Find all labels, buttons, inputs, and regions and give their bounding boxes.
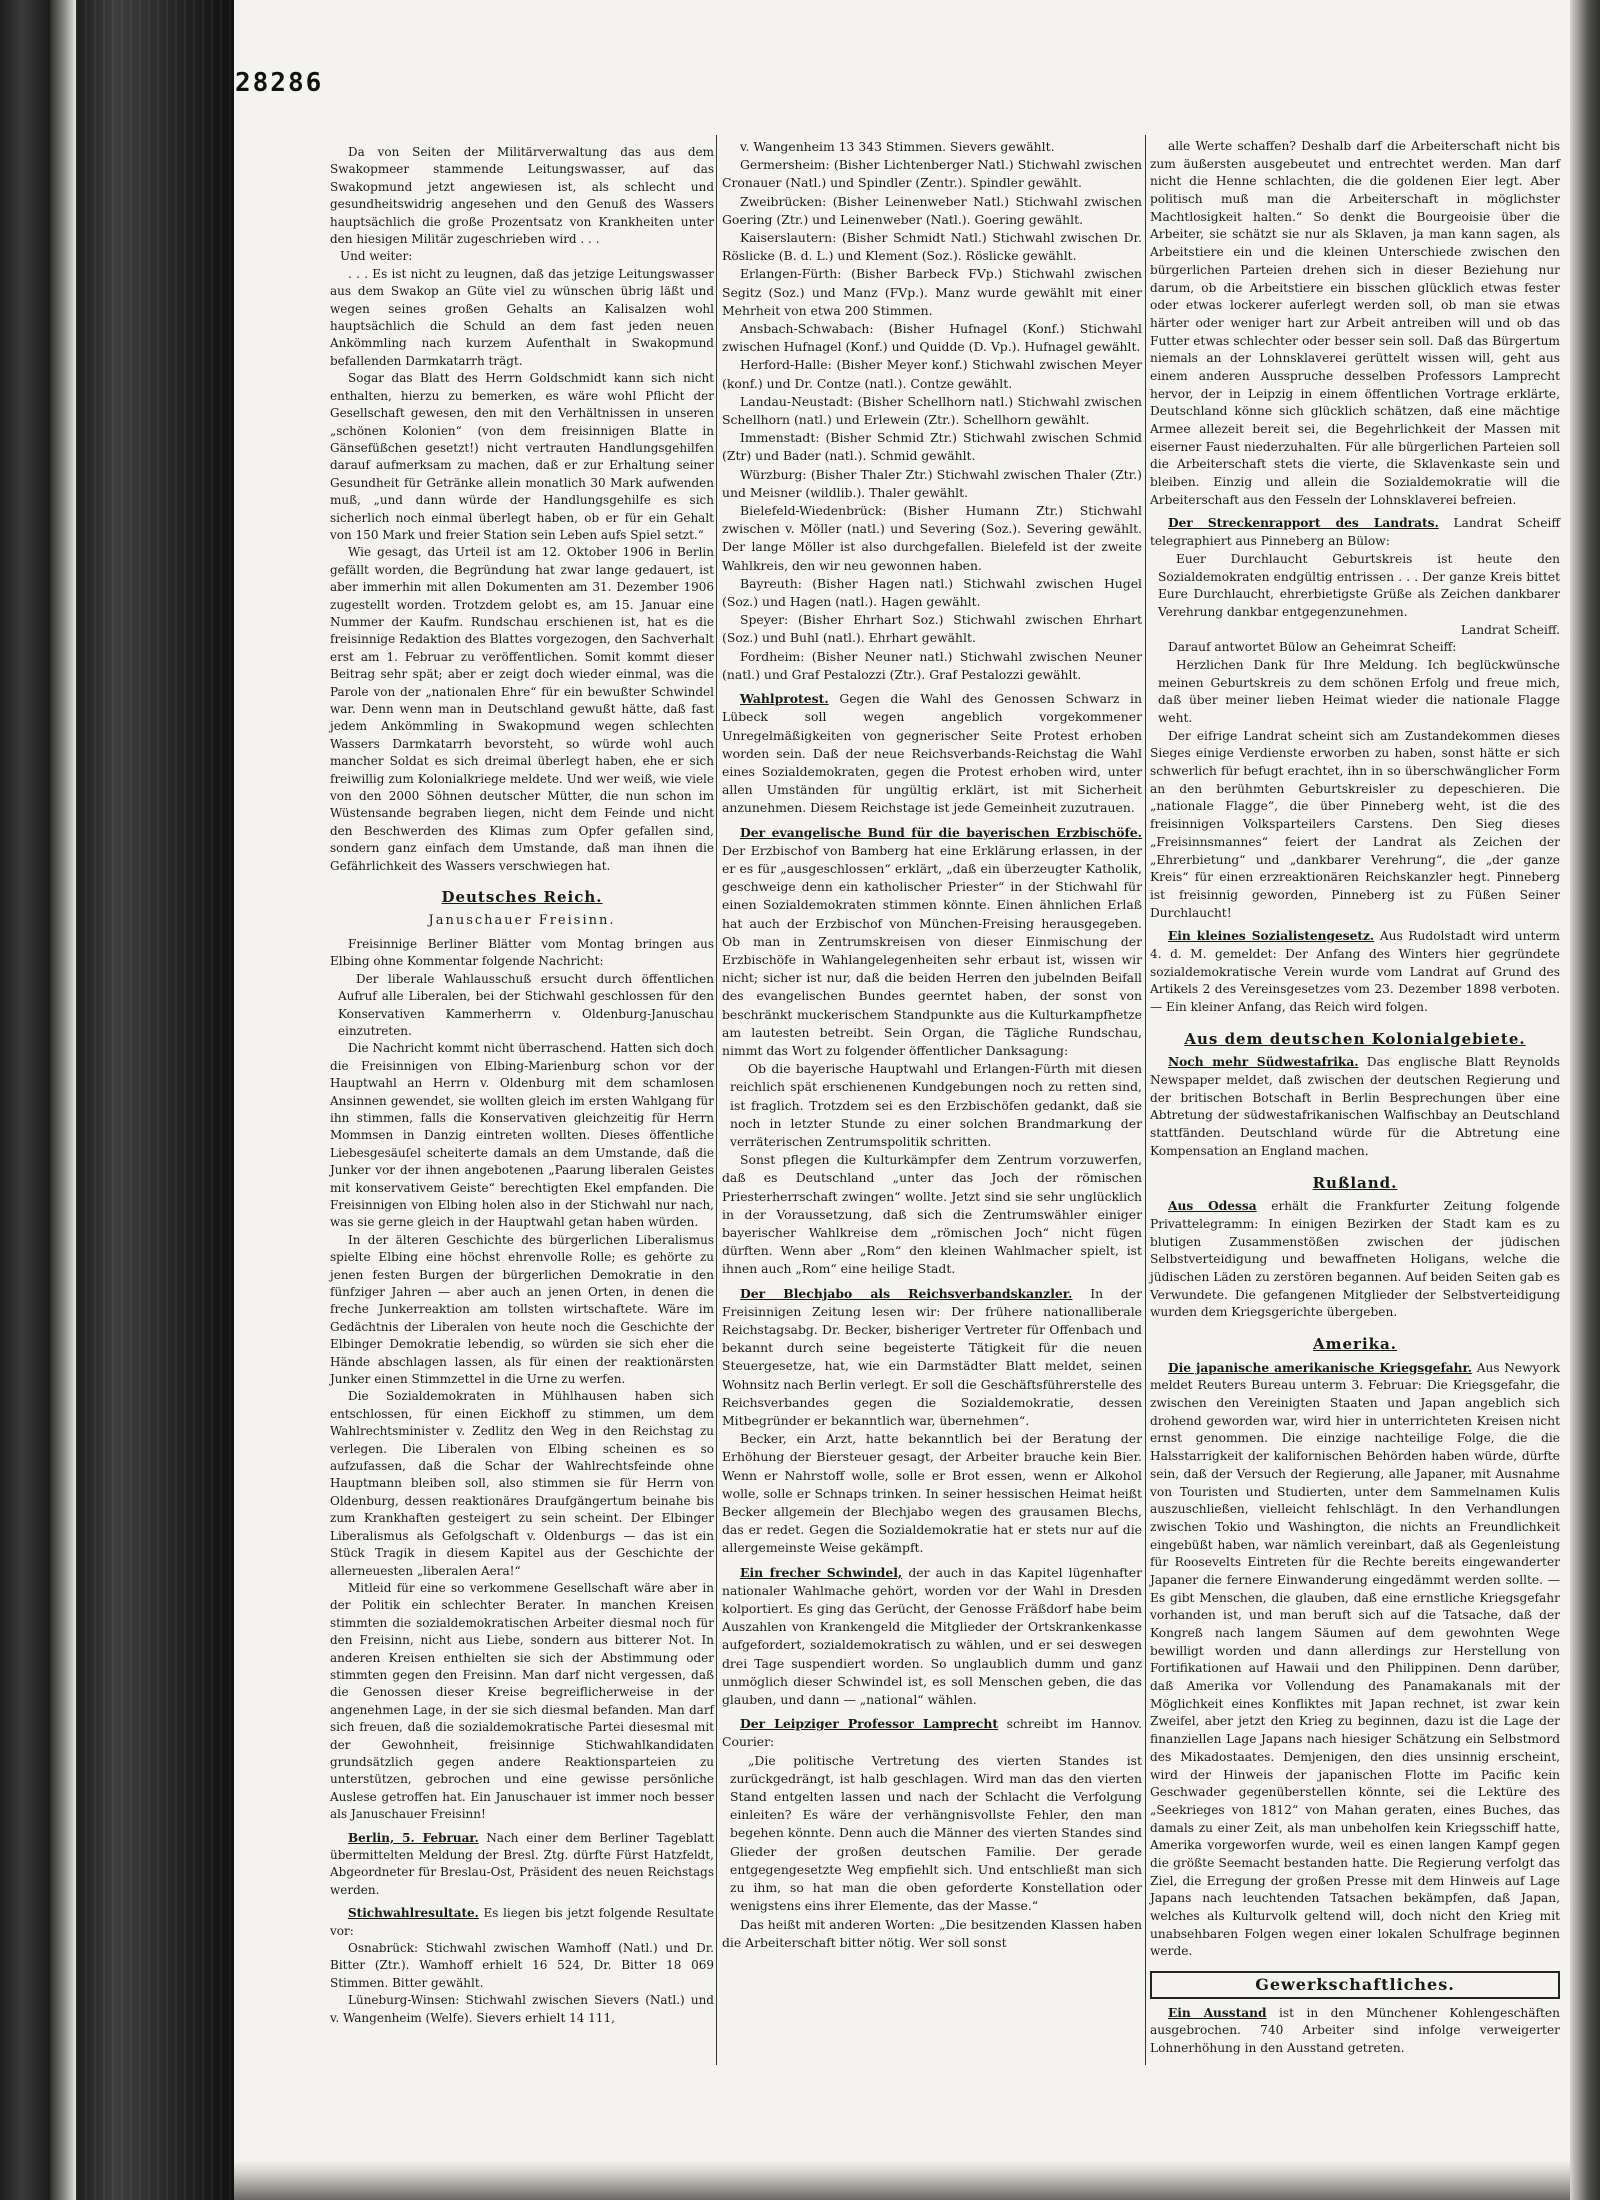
column-3 <box>1150 138 1560 2058</box>
news-item-head: Noch mehr Südwestafrika. <box>1168 1055 1359 1070</box>
news-item <box>1150 1198 1560 1322</box>
news-item-head: Die japanische amerikanische Kriegsgefahr. <box>1168 1360 1473 1375</box>
news-item-text: Aus Rudolstadt wird unterm 4. d. M. gemeldet: Der Anfang des Winters hier gegründete sozialdemokratische Verein wurde vom Landrat auf Grund des Artikels 2 des Vereinsgesetzes vom 23. Dezember 1898 verboten. — Ein kleiner Anfang, das Reich wird folgen. <box>1150 929 1560 1014</box>
page-edge-shadow <box>50 0 76 2200</box>
news-item <box>1150 515 1560 550</box>
election-result: Ansbach-Schwabach: (Bisher Hufnagel (Konf.) Stichwahl zwischen Hufnagel (Konf.) und Quidde (D. Vp.). Hufnagel gewählt. <box>722 321 1142 355</box>
right-scan-edge <box>1570 0 1600 2200</box>
article-paragraph: Die Nachricht kommt nicht überraschend. Hatten sich doch die Freisinnigen von Elbing-Marienburg schon vor der Hauptwahl an Herrn v. Oldenburg mit dem schamlosen Ansinnen gewendet, sie wollten gleich im ersten Wahlgang für ihn stimmen, falls die Konservativen gleichzeitig für Herrn Mommsen in Danzig eintreten wollten. Dieses öffentliche Liebesgesäuſel scheiterte damals an dem Umstande, daß die Junker vor der ihnen angebotenen „Paarung liberalen Geistes mit konservativem Geiste“ berechtigten Ekel empfanden. Die Freisinnigen von Elbing holen also in der Stichwahl nur nach, was sie gerne gleich in der Hauptwahl getan haben würden. <box>330 1041 714 1230</box>
article-paragraph: Mitleid für eine so verkommene Gesellschaft wäre aber in der Politik ein schlechter Berater. In manchen Kreisen stimmten die sozialdemokratischen Arbeiter diesmal noch für den Freisinn, nicht aus Liebe, sondern aus bitterer Not. In anderen Kreisen enthielten sie sich der Abstimmung oder stimmten gegen den Freisinn. Man darf nicht vergessen, daß die Genossen dieser Kreise begreiflicherweise in der angenehmen Lage, in der sie sich diesmal befanden. Man darf sich freuen, daß die sozialdemokratische Partei diesesmal mit der Gewohnheit, freisinnige Stichwahlkandidaten grundsätzlich gegen andere Reaktionsparteien zu unterstützen, gebrochen und eine gewisse persönliche Auslese getroffen hat. Ein Januschauer ist immer noch besser als Januschauer Freisinn! <box>330 1580 714 1822</box>
news-item-head: Der Leipziger Professor Lamprecht <box>740 1716 999 1732</box>
news-item <box>722 824 1142 1061</box>
election-result: Germersheim: (Bisher Lichtenberger Natl.) Stichwahl zwischen Cronauer (Natl.) und Spindler (Zentr.). Spindler gewählt. <box>722 157 1142 191</box>
news-item-text: Aus Newyork meldet Reuters Bureau unterm 3. Februar: Die Kriegsgefahr, die zwischen den Vereinigten Staaten und Japan angeblich sich drohend geworden war, wird hier in unterrichteten Kreisen nicht ernst genommen. Die einzige nachteilige Folge, die die Halsstarrigkeit der kalifornischen Behörden haben würde, dürfte sein, daß der Versuch der Regierung, alle Japaner, mit Ausnahme von Touristen und Studierten, unter dem Sammelnamen Kulis auszuschließen, vielleicht fehlschlägt. In den Verhandlungen zwischen Tokio und Washington, die nichts an Freundlichkeit eingebüßt haben, war nämlich vereinbart, daß als Gegenleistung für Roosevelts Eintreten für die Rechte bereits eingewanderter Japaner die fernere Einwanderung eingedämmt werden sollte. — Es gibt Menschen, die glauben, daß eine ernstliche Kriegsgefahr vorhanden ist, und man beruft sich auf die Tatsache, daß der Kongreß nach langem Säumen auf dem gewohnten Wege bewilligt worden und dann allerdings zur Herstellung von Fortifikationen auf Hawaii und den Philippinen. Denn darüber, daß Amerika vor Vollendung des Panamakanals mit der Möglichkeit eines Konfliktes mit Japan rechnet, ist zwar kein Zweifel, aber jetzt den Krieg zu beginnen, dazu ist die Lage der finanziellen Lage Japans nach hiesiger Schätzung ein Selbstmord des Mikadostaates. Demjenigen, den dies unsinnig erscheint, wird der Hinweis der japanischen Flotte im Pacific kein Geschwader gegenüberstellen könnte, sei die Lektüre des „Seekrieges von 1812“ von Mahan geraten, eines Buches, das damals zu einer Zeit, als man unbeholfen kein Kriegsschiff hatte, Amerika vorgeworfen wurde, weil es einen langen Kampf gegen die größte Seemacht bestanden hatte. Die Regierung verfolgt das Ziel, die Erregung der großen Presse mit dem Hinweis auf Lage Japans nach leuchtenden Tatsachen bekämpfen, daß Japan, welches als Kulturvolk geltend will, doch nicht den Krieg mit unabsehbaren Folgen wegen einer lokalen Schulfrage beginnen werde. <box>1150 1360 1560 1959</box>
news-item-text: In der Freisinnigen Zeitung lesen wir: Der frühere nationalliberale Reichstagsabg. Dr. Becker, bisheriger Vertreter für Offenbach und bekannt durch seine begeisterte Tätigkeit für die neuen Steuergesetze, hat, wie ein Darmstädter Blatt meldet, seinen Wohnsitz nach Berlin verlegt. Er soll die Geschäftsführerstelle des Reichsverbandes gegen die Sozialdemokratie, dessen Mitbegründer er bekanntlich war, übernehmen“. <box>722 1285 1142 1429</box>
election-result: Bayreuth: (Bisher Hagen natl.) Stichwahl zwischen Hugel (Soz.) und Hagen (natl.). Hagen gewählt. <box>722 575 1142 610</box>
election-result: Lüneburg-Winsen: Stichwahl zwischen Sievers (Natl.) und v. Wangenheim (Welfe). Sievers erhielt 14 111, <box>330 1993 714 2025</box>
news-item-text: Es liegen bis jetzt folgende Resultate vor: <box>330 1906 714 1938</box>
news-item-head: Ein kleines Sozialistengesetz. <box>1168 929 1375 944</box>
article-paragraph: Das heißt mit anderen Worten: „Die besitzenden Klassen haben die Arbeiterschaft bitter nötig. Wer soll sonst <box>722 1916 1142 1950</box>
news-item <box>722 1564 1142 1710</box>
news-item-head: Der Streckenrapport des Landrats. <box>1168 516 1439 531</box>
book-binding <box>0 0 50 2200</box>
news-item <box>722 1715 1142 1751</box>
news-item <box>722 1285 1142 1431</box>
news-item-text: der auch in das Kapitel lügenhafter nationaler Wahlmache gehört, worden vor der Wahl in Dresden kolportiert. Es ging das Gerücht, der Genosse Fräßdorf habe beim Auszahlen von Krankengeld die Mitglieder der Ortskrankenkasse aufgefordert, sozialdemokratisch zu wählen, und er sei deswegen drei Tage suspendiert worden. So unglaublich dumm und ganz unmöglich dieser Schwindel ist, es soll Menschen geben, die das glauben, und dann — „national“ wählen. <box>722 1564 1142 1708</box>
news-item-head: Berlin, 5. Februar. <box>348 1830 479 1845</box>
news-item-text: Landrat Scheiff telegraphiert aus Pinneberg an Bülow: <box>1150 516 1561 549</box>
election-result: Erlangen-Fürth: (Bisher Barbeck FVp.) Stichwahl zwischen Segitz (Soz.) und Manz (FVp.). Manz wurde gewählt mit einer Mehrheit von etwa 200 Stimmen. <box>722 266 1142 318</box>
election-result: Osnabrück: Stichwahl zwischen Wamhoff (Natl.) und Dr. Bitter (Ztr.). Wamhoff erhielt 16 524, Dr. Bitter 18 069 Stimmen. Bitter gewählt. <box>330 1941 714 1990</box>
news-item <box>722 690 1142 817</box>
election-result: Kaiserslautern: (Bisher Schmidt Natl.) Stichwahl zwischen Dr. Röslicke (B. d. L.) und Klement (Soz.). Röslicke gewählt. <box>722 230 1142 264</box>
election-result: Bielefeld-Wiedenbrück: (Bisher Humann Ztr.) Stichwahl zwischen v. Möller (natl.) und Severing (Soz.). Severing gewählt. Der lange Möller ist also durchgefallen. Bielefeld ist der zweite Wahlkreis, den wir neu gewonnen haben. <box>722 503 1142 573</box>
news-item-text: ist in den Münchener Kohlengeschäften ausgebrochen. 740 Arbeiter sind infolge verweigerter Lohnerhöhung in den Ausstand getreten. <box>1150 2005 1560 2056</box>
article-paragraph: alle Werte schaffen? Deshalb darf die Arbeiterschaft nicht bis zum äußersten ausgebeutet und entrechtet werden. Man darf nicht die Henne schlachten, die die goldenen Eier legt. Aber politisch muß man die Arbeiterschaft in möglichster Machtlosigkeit halten.“ So denkt die Bourgeoisie über die Arbeiter, sie schätzt sie nur als Sklaven, ja man kann sagen, als Arbeitstiere ein und die kleinen Unterschiede zwischen den bürgerlichen Parteien drehen sich in dieser Beziehung nur darum, ob die Arbeitstiere ein bisschen glücklich etwas fester oder etwas lockerer auferlegt werden soll, ob man sie etwas härter oder weniger hart zur Arbeit antreiben will und ob das Futter etwas schlechter oder besser sein soll. Daß das Bürgertum niemals an der Lohnsklaverei gerüttelt wissen will, geht aus einem anderen Ausspruche desselben Professors Lamprecht hervor, der in Leipzig in einem öffentlichen Vortrage erklärte, Deutschland könne sich glücklich schätzen, daß eine mächtige Armee allezeit bereit sei, die Begehrlichkeit der Massen mit eiserner Faust niederzuhalten. Für alle bürgerlichen Parteien soll die Arbeiterschaft stets die vierte, die Sklavenkaste sein und bleiben. Einzig und allein die Sozialdemokratie will die Arbeiterschaft aus den Fesseln der Lohnsklaverei befreien. <box>1150 139 1560 507</box>
election-result: Fordheim: (Bisher Neuner natl.) Stichwahl zwischen Neuner (natl.) und Graf Pestalozzi (Ztr.). Graf Pestalozzi gewählt. <box>722 648 1142 682</box>
news-item-text: Der Erzbischof von Bamberg hat eine Erklärung erlassen, in der er es für „ausgeschlossen“ erklärt, „daß ein überzeugter Katholik, geschweige denn ein katholischer Priester“ in der Stichwahl für einen Sozialdemokraten stimmen könnte. Einen ähnlichen Erlaß hat auch der Erzbischof von München-Freising herausgegeben. Ob man in Zentrumskreisen von dieser Einmischung der Erzbischöfe in Wahlangelegenheiten sehr erbaut ist, wissen wir nicht; sicher ist nur, daß die beiden Herren den jubelnden Beifall des evangelischen Bundes geerntet haben, der sonst von beschränkt muckerischem Standpunkte aus die Kulturkampfhetze am lautesten betreibt. Sein Organ, die Tägliche Rundschau, nimmt das Wort zu folgender öffentlicher Danksagung: <box>722 842 1142 1058</box>
news-item-head: Ein frecher Schwindel, <box>740 1564 903 1580</box>
news-item-text: schreibt im Hannov. Courier: <box>722 1716 1142 1750</box>
election-result: Landau-Neustadt: (Bisher Schellhorn natl.) Stichwahl zwischen Schellhorn (natl.) und Erlewein (Ztr.). Schellhorn gewählt. <box>722 393 1142 428</box>
news-item-head: Der Blechjabo als Reichsverbandskanzler. <box>740 1285 1073 1301</box>
article-paragraph: . . . Es ist nicht zu leugnen, daß das jetzige Leitungswasser aus dem Swakop an Güte viel zu wünschen übrig läßt und wegen seines großen Gehalts an Kalisalzen wohl hauptsächlich die Schuld an dem fast jeden neuen Ankömmling nach kurzem Aufenthalt in Swakopmund befallenden Darmkatarrh trägt. <box>330 266 714 368</box>
column-rule <box>1145 135 1146 2065</box>
article-paragraph: Der eifrige Landrat scheint sich am Zustandekommen dieses Sieges einige Verdienste erworben zu haben, sonst hätte er sich schwerlich für befugt erachtet, ihn in so überschwänglicher Form an den berühmten Geburtskreisler zu depeschieren. Die „nationale Flagge“, die über Pinneberg weht, ist die des freisinnigen Volksparteilers Carstens. Den Sieg dieses „Freisinnsmannes“ feiert der Landrat als Zeichen der „Ehrerbietung“ und „dankbarer Verehrung“, die „der ganze Kreis“ für einen erzreaktionären Reichskanzler hegt. Pinneberg ist freisinnig geworden, Pinneberg ist zu Füßen Seiner Durchlaucht! <box>1150 728 1560 920</box>
news-item <box>330 1905 714 1940</box>
telegram-signature: Landrat Scheiff. <box>1460 622 1560 637</box>
news-item-head: Der evangelische Bund für die bayerischen Erzbischöfe. <box>740 824 1142 840</box>
news-item-text: Nach einer dem Berliner Tageblatt übermittelten Meldung der Bresl. Ztg. dürfte Fürst Hatzfeldt, Abgeordneter für Breslau-Ost, Präsident des neuen Reichstags werden. <box>330 1830 714 1897</box>
section-heading: Rußland. <box>1312 1173 1398 1192</box>
article-quote: Der liberale Wahlausschuß ersucht durch öffentlichen Aufruf alle Liberalen, bei der Stichwahl geschlossen für den Konservativen Kammerherrn v. Oldenburg-Januschau einzutreten. <box>338 971 714 1038</box>
article-paragraph: Sogar das Blatt des Herrn Goldschmidt kann sich nicht enthalten, hierzu zu bemerken, es wäre wohl Pflicht der Gesellschaft gewesen, den mit den Verhältnissen in unseren „schönen Kolonien“ (von dem freisinnigen Blatte in Gänsefüßchen gesetzt!) nicht vertrauten Handlungsgehilfen darauf aufmerksam zu machen, daß er zur Erhaltung seiner Gesundheit für Getränke allein monatlich 30 Mark aufwenden muß, „und dann würde der Handlungsgehilfe es sich sicherlich noch einmal überlegt haben, ob er für ein Gehalt von 150 Mark und freier Station sein Leben aufs Spiel setzt.“ <box>330 371 714 542</box>
article-paragraph: Da von Seiten der Militärverwaltung das aus dem Swakopmeer stammende Leitungswasser, auf das Swakopmund jetzt angewiesen ist, als schlecht und gesundheitswidrig angesehen und den Genuß des Wassers hauptsächlich die große Prozentsatz von Krankheiten unter den hiesigen Militär zugeschrieben wird . . . <box>330 145 714 247</box>
article-paragraph: Und weiter: <box>340 249 413 264</box>
election-result: v. Wangenheim 13 343 Stimmen. Sievers gewählt. <box>740 139 1055 154</box>
election-result: Speyer: (Bisher Ehrhart Soz.) Stichwahl zwischen Ehrhart (Soz.) und Buhl (natl.). Ehrhart gewählt. <box>722 612 1142 646</box>
bottom-scan-edge <box>234 2160 1570 2200</box>
news-item-text: Gegen die Wahl des Genossen Schwarz in Lübeck soll wegen angeblich vorgekommener Unregelmäßigkeiten von gegnerischer Seite Protest erhoben worden sein. Daß der neue Reichsverbands-Reichstag die Wahl eines Sozialdemokraten, gegen die Protest erhoben wird, unter allen Umständen für ungültig erklärt, ist mit Sicherheit anzunehmen. Diesem Reichstage ist jede Gemeinheit zuzutrauen. <box>722 691 1142 816</box>
article-quote: Ob die bayerische Hauptwahl und Erlangen-Fürth mit diesen reichlich spät erschienenen Kundgebungen noch zu retten sind, ist fraglich. Trotzdem sei es den Erzbischöfen gedankt, daß sie noch in letzter Stunde zu einer solchen Brandmarkung der verräterischen Zentrumspolitik schritten. <box>730 1061 1142 1149</box>
article-paragraph: Sonst pflegen die Kulturkämpfer dem Zentrum vorzuwerfen, daß es Deutschland „unter das Joch der römischen Priesterherrschaft zwingen“ wollte. Jetzt sind sie sehr unglücklich in der Voraussetzung, daß sich die Zentrumswähler einiger bayerischer Wahlkreise dem „römischen Joch“ nicht fügen dürften. Wenn aber „Rom“ den kleinen Wahlmacher spielt, ist ihnen auch „Rom“ eine heilige Stadt. <box>722 1152 1142 1277</box>
news-item-text: Das englische Blatt Reynolds Newspaper meldet, daß zwischen der deutschen Regierung und der britischen Botschaft in Berlin Besprechungen über eine Abtretung der südwestafrikanischen Walfischbay an Deutschland stattfänden. Deutschland würde für die Abtretung eine Kompensation an England machen. <box>1150 1055 1560 1158</box>
article-paragraph: Die Sozialdemokraten in Mühlhausen haben sich entschlossen, für einen Eickhoff zu stimmen, um dem Wahlrechtsminister v. Zedlitz den Weg in den Reichstag zu verlegen. Die Liberalen von Elbing scheinen es so aufzufassen, daß die Schar der Wahlrechtsfeinde ohne Hauptmann bleiben soll, also stimmen sie für Herrn von Oldenburg, dessen reaktionäres Draufgängertum beinahe bis zum Krankhaften gesteigert zu sein scheint. Der Elbinger Liberalismus als Gefolgschaft v. Oldenburgs — das ist ein Stück Tragik in diesem Kapitel aus der Geschichte der allerneuesten „liberalen Aera!“ <box>330 1389 714 1578</box>
article-headline: Januschauer Freisinn. <box>428 913 616 929</box>
election-result: Herford-Halle: (Bisher Meyer konf.) Stichwahl zwischen Meyer (konf.) und Dr. Contze (natl.). Contze gewählt. <box>722 357 1142 391</box>
bound-page-stack <box>76 0 234 2200</box>
election-result: Zweibrücken: (Bisher Leinenweber Natl.) Stichwahl zwischen Goering (Ztr.) und Leinenweber (Natl.). Goering gewählt. <box>722 193 1142 227</box>
column-1 <box>330 144 714 2027</box>
article-paragraph: In der älteren Geschichte des bürgerlichen Liberalismus spielte Elbing eine höchst ehrenvolle Rolle; es gehörte zu jenen festen Burgen der bürgerlichen Demokratie in den fünfziger Jahren — aber auch an jenen Orten, in denen die freche Junkerreaktion am tollsten wirtschaftete. Wäre im Gedächtnis der Liberalen von heute noch die Geschichte der Elbinger Demokratie lebendig, so würden sie sich eher die Hände abschlagen lassen, als für einen der reaktionärsten Junker einen Stimmzettel in die Urne zu werfen. <box>330 1232 714 1387</box>
news-item-text: erhält die Frankfurter Zeitung folgende Privattelegramm: In einigen Bezirken der Stadt kam es zu blutigen Zusammenstößen zwischen der jüdischen Selbstverteidigung und bewaffneten Holigans, welche die jüdischen Läden zu zerstören begannen. Auf beiden Seiten gab es Verwundete. Die gefangenen Mitglieder der Selbstverteidigung wurden dem Kriegsgerichte übergeben. <box>1150 1199 1560 1320</box>
news-item-head: Wahlprotest. <box>740 691 829 707</box>
section-heading: Deutsches Reich. <box>441 888 603 907</box>
page-number: 28286 <box>235 68 324 98</box>
telegram-text: Herzlichen Dank für Ihre Meldung. Ich beglückwünsche meinen Geburtskreis zu dem schönen Erfolg und freue mich, daß über meiner lieben Heimat wieder die nationale Flagge weht. <box>1158 657 1560 725</box>
news-item <box>1150 1360 1560 1961</box>
article-paragraph: Freisinnige Berliner Blätter vom Montag bringen aus Elbing ohne Kommentar folgende Nachricht: <box>330 936 714 969</box>
column-rule <box>716 135 717 2065</box>
election-result: Würzburg: (Bisher Thaler Ztr.) Stichwahl zwischen Thaler (Ztr.) und Meisner (wildlib.). Thaler gewählt. <box>722 466 1142 500</box>
article-paragraph: Becker, ein Arzt, hatte bekanntlich bei der Beratung der Erhöhung der Biersteuer gesagt, der Arbeiter brauche kein Bier. Wenn er Nahrstoff wolle, solle er Brot essen, wenn er Alkohol wolle, solle er Schnaps trinken. In seiner hessischen Heimat heißt Becker allgemein der Blechjabo wegen des grausamen Blechs, das er redet. Gegen die Sozialdemokratie hat er stets nur auf die allergemeinste Weise gekämpft. <box>722 1431 1142 1556</box>
article-quote: „Die politische Vertretung des vierten Standes ist zurückgedrängt, ist halb geschlagen. Wird man das den vierten Stand entgelten lassen und nach der Schlacht die Verfolgung einleiten? Es wäre der verhängnisvollste Fehler, den man begehen könnte. Denn auch die Männer des vierten Standes sind Glieder der großen deutschen Familie. Der gerade entgegengesetzte Weg empfiehlt sich. Und entschließt man sich zu ihm, so hat man die oben geforderte Konstellation oder wenigstens eins ihrer Elemente, das der Masse.“ <box>730 1752 1142 1914</box>
article-paragraph: Wie gesagt, das Urteil ist am 12. Oktober 1906 in Berlin gefällt worden, die Begründung hat zwar lange gedauert, ist aber immerhin mit allen Dokumenten am 31. Dezember 1906 zugestellt worden. Trotzdem gelobt es, am 15. Januar eine Nummer der Kaufm. Rundschau erschienen ist, hat es die freisinnige Redaktion des Blattes vorgezogen, den Sachverhalt erst am 1. Februar zu veröffentlichen. Somit kommt dieser Beitrag sehr spät; aber er zeigt doch wieder einmal, was die Parole von der „nationalen Ehre“ für ein bewußter Schwindel war. Denn wenn man in Deutschland gewußt hätte, daß fast jedem Ankömmling in Swakopmund wegen schlechten Wassers Darmkatarrh bevorsteht, so würde wohl auch mancher Soldat es sich dreimal überlegt haben, ehe er sich freiwillig zum Kolonialkriege meldete. Und wer weiß, wie viele von den 2000 Söhnen deutscher Mütter, die nun schon im Wüstensande begraben liegen, nicht dem Feinde und nicht den Beschwerden des Klimas zum Opfer gefallen sind, sondern ganz einfach dem Umstande, daß man ihnen die Gefährlichkeit des Wassers verschwiegen hat. <box>330 545 714 873</box>
section-heading: Aus dem deutschen Kolonialgebiete. <box>1184 1029 1526 1048</box>
news-item-head: Aus Odessa <box>1168 1199 1257 1214</box>
election-result: Immenstadt: (Bisher Schmid Ztr.) Stichwahl zwischen Schmid (Ztr) und Bader (natl.). Schmid gewählt. <box>722 430 1142 464</box>
section-heading-boxed: Gewerkschaftliches. <box>1150 1971 1560 1999</box>
news-item <box>330 1830 714 1900</box>
column-2 <box>722 138 1142 1952</box>
news-item <box>1150 2005 1560 2058</box>
telegram-text: Euer Durchlaucht Geburtskreis ist heute den Sozialdemokraten endgültig entrissen . . . Der ganze Kreis bittet Eure Durchlaucht, ehrerbietigste Grüße als Zeichen dankbarer Verehrung dankbar entgegenzunehmen. <box>1158 551 1560 619</box>
news-item-head: Ein Ausstand <box>1168 2005 1267 2020</box>
section-heading: Amerika. <box>1313 1335 1397 1353</box>
news-item <box>1150 928 1560 1016</box>
article-paragraph: Darauf antwortet Bülow an Geheimrat Scheiff: <box>1168 640 1457 655</box>
news-item <box>1150 1054 1560 1160</box>
news-item-head: Stichwahlresultate. <box>348 1906 479 1921</box>
